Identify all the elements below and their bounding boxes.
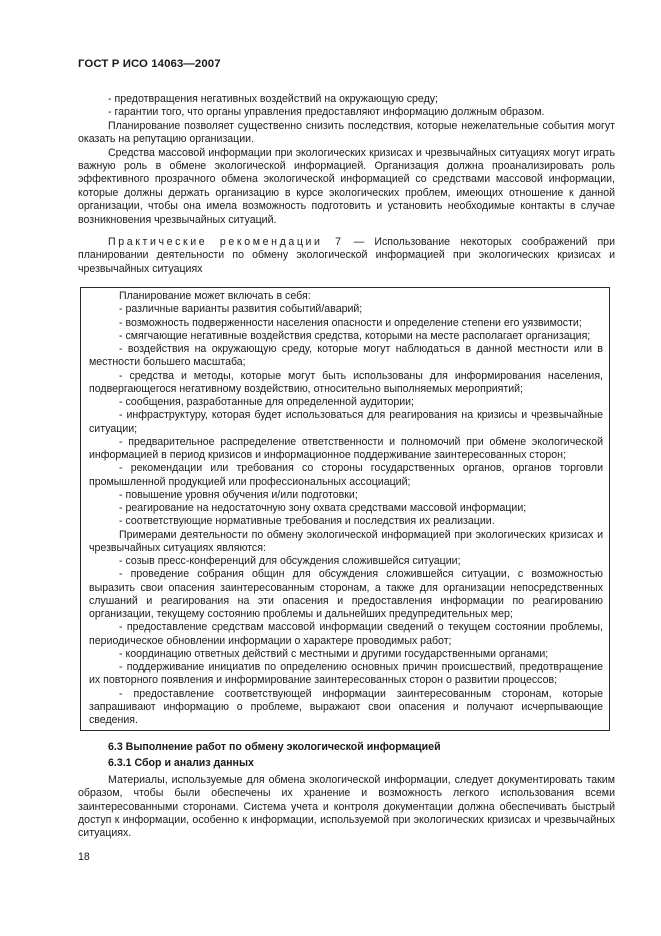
list-item: - предоставление соответствующей информации заинтересованным сторонам, которые запрашивают информацию о проблеме, выражают свои опасения и получают исчерпывающие сведения. xyxy=(89,687,603,726)
bottom-section xyxy=(78,741,615,841)
list-item: - рекомендации или требования со стороны государственных органов, органов торговли промышленной продукцией или профессиональных ассоциаций; xyxy=(89,462,603,488)
list-item: - воздействия на окружающую среду, которые могут наблюдаться в данной местности или в местности большего масштаба; xyxy=(89,343,603,369)
list-item: - реагирование на недостаточную зону охвата средствами массовой информации; xyxy=(119,502,527,514)
recommendation-label: Практические рекомендации 7 xyxy=(108,236,344,249)
list-item: - смягчающие негативные воздействия средства, которыми на месте располагает организация; xyxy=(119,329,591,342)
list-item: - различные варианты развития событий/аварий; xyxy=(119,303,363,316)
list-item: - предоставление средствам массовой информации сведений о текущем состоянии проблемы, периодическое обновлении информации о характере проводимых работ; xyxy=(89,621,603,647)
document-header: ГОСТ Р ИСО 14063—2007 xyxy=(78,58,221,70)
list-item: - сообщения, разработанные для определенной аудитории; xyxy=(119,396,415,408)
recommendation-text: — Использование некоторых соображений при планировании деятельности по обмену экологической информацией при экологических кризисах и чрезвычайных ситуациях xyxy=(78,236,615,275)
paragraph: Материалы, используемые для обмена экологической информации, следует документировать таким образом, чтобы были обеспечены их хранение и возможность легкого использования всеми заинтересованными сторонами. Система учета и контроля документации должна обеспечивать быстрый доступ к информации, особенно к информации, используемой при экологических кризисах и чрезвычайных ситуациях. xyxy=(78,773,615,840)
list-item: - предварительное распределение ответственности и полномочий при обмене экологической информацией в период кризисов и информационное поддерживание заинтересованных сторон; xyxy=(89,435,603,461)
list-item: - проведение собрания общин для обсуждения сложившейся ситуации, с возможностью выразить свои опасения заинтересованным сторонам, а также для организации непосредственных слушаний и реагирования на эти опасения и предоставления информации по реагированию организации, текущему состоянию проблемы и дальнейших предупредительных мер; xyxy=(89,568,603,620)
list-item: - созыв пресс-конференций для обсуждения сложившейся ситуации; xyxy=(119,555,461,567)
list-item: - координацию ответных действий с местными и другими государственными органами; xyxy=(119,647,549,660)
paragraph: Средства массовой информации при экологических кризисах и чрезвычайных ситуациях могут играть важную роль в обмене экологической информацией. Организация должна проанализировать роль эффективного прозрачного обмена экологической информацией со средствами массовой информации, которые должны держать организацию в курсе экологических проблем, имеющих отношение к данной организации, чтобы она имела возможность подготовить и установить необходимые контакты в случае возникновения чрезвычайных ситуаций. xyxy=(78,146,615,226)
list-item: - инфраструктуру, которая будет использоваться для реагирования на кризисы и чрезвычайные ситуации; xyxy=(89,409,603,435)
list-item: - возможность подверженности населения опасности и определение степени его уязвимости; xyxy=(119,316,582,329)
bullet-item: - гарантии того, что органы управления предоставляют информацию должным образом. xyxy=(108,106,545,119)
recommendation-note xyxy=(78,236,615,276)
page-number: 18 xyxy=(78,851,90,863)
recommendation-box xyxy=(80,287,610,731)
box-intro: Примерами деятельности по обмену экологической информацией при экологических кризисах и чрезвычайных ситуациях являются: xyxy=(89,528,603,554)
list-item: - соответствующие нормативные требования и последствия их реализации. xyxy=(119,515,495,528)
box-intro: Планирование может включать в себя: xyxy=(119,290,311,302)
list-item: - средства и методы, которые могут быть использованы для информирования населения, подвергающегося негативному воздействию, относительно выполняемых мероприятий; xyxy=(89,369,603,395)
list-item: - поддерживание инициатив по определению основных причин происшествий, предотвращение их повторного появления и информирование заинтересованных сторон о развитии процессов; xyxy=(89,661,603,687)
bullet-item: - предотвращения негативных воздействий на окружающую среду; xyxy=(108,93,438,105)
top-section xyxy=(78,93,615,276)
paragraph: Планирование позволяет существенно снизить последствия, которые нежелательные события могут оказать на репутацию организации. xyxy=(78,119,615,146)
subsection-heading: 6.3.1 Сбор и анализ данных xyxy=(108,757,254,770)
section-heading: 6.3 Выполнение работ по обмену экологической информацией xyxy=(108,741,441,753)
box-list-1 xyxy=(89,303,603,528)
list-item: - повышение уровня обучения и/или подготовки; xyxy=(119,488,358,501)
box-list-2 xyxy=(89,555,603,727)
